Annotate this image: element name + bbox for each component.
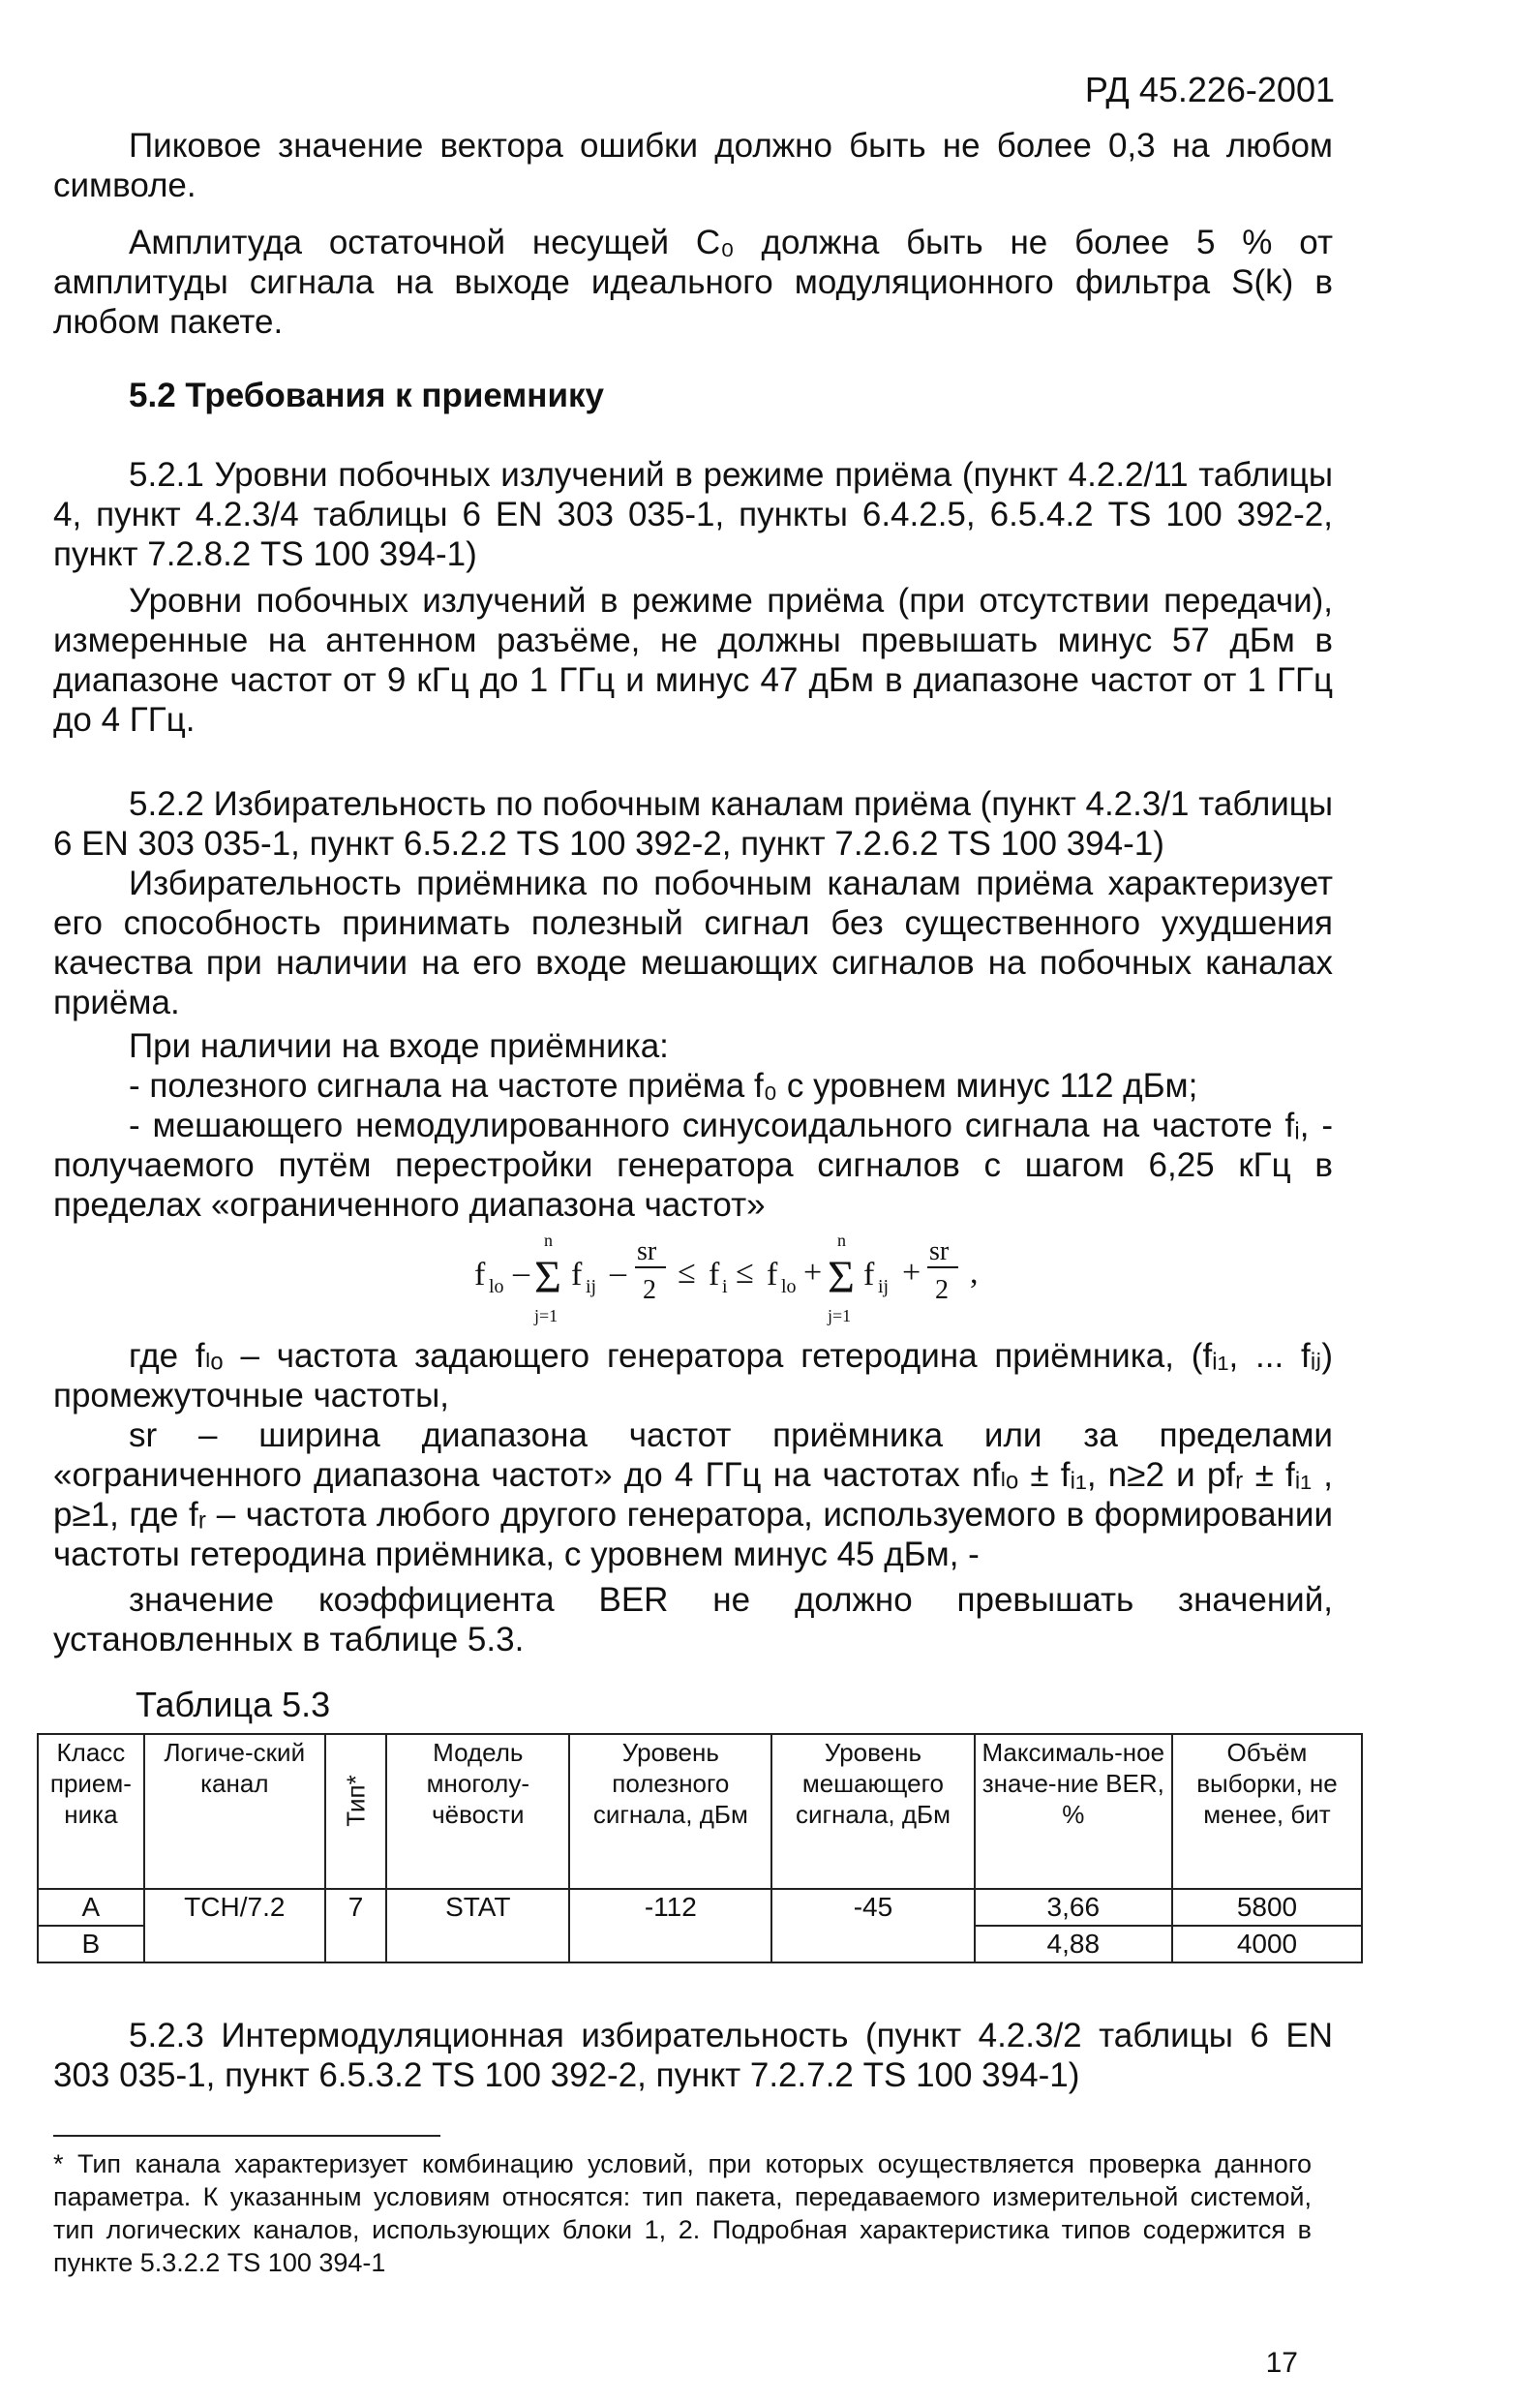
paragraph-useful-signal: - полезного сигнала на частоте приёма f₀ с уровнем минус 112 дБм; xyxy=(129,1067,1198,1105)
cell-type: 7 xyxy=(325,1889,386,1962)
formula-sum-1-lower: j=1 xyxy=(534,1306,559,1325)
page-number: 17 xyxy=(1265,2347,1298,2379)
formula-sum-2: Σ xyxy=(828,1252,855,1303)
formula-sub-ij-2: ij xyxy=(878,1276,890,1297)
formula-two-1: 2 xyxy=(643,1275,656,1305)
formula-f-lo: f xyxy=(474,1257,486,1293)
paragraph-ber: значение коэффициента BER не должно превышать значений, установленных в таблице 5.3. xyxy=(53,1581,1333,1658)
header-useful-level: Уровень полезного сигнала, дБм xyxy=(569,1734,771,1889)
formula-sub-i: i xyxy=(722,1276,728,1297)
header-max-ber: Максималь-ное значе-ние BER, % xyxy=(975,1734,1172,1889)
paragraph-interfering-signal: - мешающего немодулированного синусоидального сигнала на частоте fᵢ, - получаемого путём перестройки генератора сигналов с шагом 6,25 кГц в пределах «ограниченного диапазона частот» xyxy=(53,1107,1333,1224)
table-row xyxy=(38,1889,1362,1926)
formula-f-ij-2: f xyxy=(863,1257,875,1293)
paragraph-evm: Пиковое значение вектора ошибки должно быть не более 0,3 на любом символе. xyxy=(53,127,1333,204)
formula-minus-2: – xyxy=(610,1255,626,1291)
formula-sub-lo: lo xyxy=(489,1276,504,1297)
section-5-2-2-title: 5.2.2 Избирательность по побочным каналам приёма (пункт 4.2.3/1 таблицы 6 EN 303 035-1, пункт 6.5.2.2 TS 100 392-2, пункт 7.2.6.2 TS 100 394-1) xyxy=(53,785,1333,863)
formula-leq-1: ≤ xyxy=(678,1255,696,1291)
formula-sr-1: sr xyxy=(637,1236,657,1266)
header-sample: Объём выборки, не менее, бит xyxy=(1172,1734,1362,1889)
formula-f-lo-2: f xyxy=(767,1257,778,1293)
cell-ber: 3,66 xyxy=(975,1889,1172,1926)
cell-interf-level: -45 xyxy=(771,1889,974,1962)
footnote: * Тип канала характеризует комбинацию условий, при которых осуществляется проверка данного параметра. К указанным условиям относятся: тип пакета, передаваемого измерительной системой, тип логических каналов, использующих блоки 1, 2. Подробная характеристика типов содержится в пункте 5.3.2.2 TS 100 394-1 xyxy=(53,2149,1312,2277)
table-caption: Таблица 5.3 xyxy=(136,1685,331,1724)
cell-class: A xyxy=(38,1889,144,1926)
header-type xyxy=(325,1734,386,1889)
header-type-label: Тип* xyxy=(341,1775,371,1827)
section-5-2-title: 5.2 Требования к приемнику xyxy=(129,377,604,414)
cell-model: STAT xyxy=(386,1889,569,1962)
formula-minus-1: – xyxy=(513,1255,529,1291)
header-model: Модель многолу-чёвости xyxy=(386,1734,569,1889)
formula-sum-1-upper: n xyxy=(544,1231,553,1250)
paragraph-where-lo: где fₗₒ – частота задающего генератора гетеродина приёмника, (fᵢ₁, ... fᵢⱼ) промежуточные частоты, xyxy=(53,1337,1333,1414)
formula-plus-2: + xyxy=(902,1255,921,1291)
section-5-2-1-title: 5.2.1 Уровни побочных излучений в режиме приёма (пункт 4.2.2/11 таблицы 4, пункт 4.2.3/4 таблицы 6 EN 303 035-1, пункты 6.4.2.5, 6.5.4.2 TS 100 392-2, пункт 7.2.8.2 TS 100 394-1) xyxy=(53,456,1333,573)
formula-sum-1: Σ xyxy=(534,1252,561,1303)
formula-comma: , xyxy=(970,1255,979,1291)
section-5-2-3-title: 5.2.3 Интермодуляционная избирательность (пункт 4.2.3/2 таблицы 6 EN 303 035-1, пункт 6.5.3.2 TS 100 392-2, пункт 7.2.7.2 TS 100 394-1) xyxy=(53,2017,1333,2094)
cell-useful-level: -112 xyxy=(569,1889,771,1962)
paragraph-input: При наличии на входе приёмника: xyxy=(129,1027,669,1065)
formula-leq-2: ≤ xyxy=(736,1255,754,1291)
paragraph-5-2-2: Избирательность приёмника по побочным каналам приёма характеризует его способность принимать полезный сигнал без существенного ухудшения качества при наличии на его входе мешающих сигналов на побочных каналах приёма. xyxy=(53,865,1333,1021)
paragraph-5-2-1: Уровни побочных излучений в режиме приёма (при отсутствии передачи), измеренные на антенном разъёме, не должны превышать минус 57 дБм в диапазоне частот от 9 кГц до 1 ГГц и минус 47 дБм в диапазоне частот от 1 ГГц до 4 ГГц. xyxy=(53,582,1333,739)
cell-ber: 4,88 xyxy=(975,1926,1172,1962)
formula-sr-2: sr xyxy=(929,1236,950,1266)
table-5-3 xyxy=(37,1733,1363,1963)
frequency-formula xyxy=(474,1225,1016,1331)
formula-sub-ij-1: ij xyxy=(586,1276,597,1297)
document-code: РД 45.226-2001 xyxy=(1084,70,1335,109)
header-channel: Логиче-ский канал xyxy=(144,1734,325,1889)
formula-plus-1: + xyxy=(803,1255,823,1291)
header-class: Класс прием-ника xyxy=(38,1734,144,1889)
formula-sum-2-lower: j=1 xyxy=(828,1306,852,1325)
cell-sample: 5800 xyxy=(1172,1889,1362,1926)
paragraph-where-sr: sr – ширина диапазона частот приёмника или за пределами «ограниченного диапазона частот» до 4 ГГц на частотах nfₗₒ ± fᵢ₁, n≥2 и pfᵣ ± fᵢ₁ , p≥1, где fᵣ – частота любого другого генератора, используемого в формировании частоты гетеродина приёмника, с уровнем минус 45 дБм, - xyxy=(53,1416,1333,1573)
formula-f-i: f xyxy=(709,1257,720,1293)
formula-two-2: 2 xyxy=(935,1275,949,1305)
footnote-separator xyxy=(53,2135,440,2137)
cell-class: B xyxy=(38,1926,144,1962)
formula-sub-lo-2: lo xyxy=(781,1276,797,1297)
formula-f-ij-1: f xyxy=(571,1257,583,1293)
cell-sample: 4000 xyxy=(1172,1926,1362,1962)
paragraph-carrier: Амплитуда остаточной несущей C₀ должна быть не более 5 % от амплитуды сигнала на выходе идеального модуляционного фильтра S(k) в любом пакете. xyxy=(53,224,1333,341)
header-interf-level: Уровень мешающего сигнала, дБм xyxy=(771,1734,974,1889)
formula-sum-2-upper: n xyxy=(837,1231,846,1250)
cell-channel: TCH/7.2 xyxy=(144,1889,325,1962)
